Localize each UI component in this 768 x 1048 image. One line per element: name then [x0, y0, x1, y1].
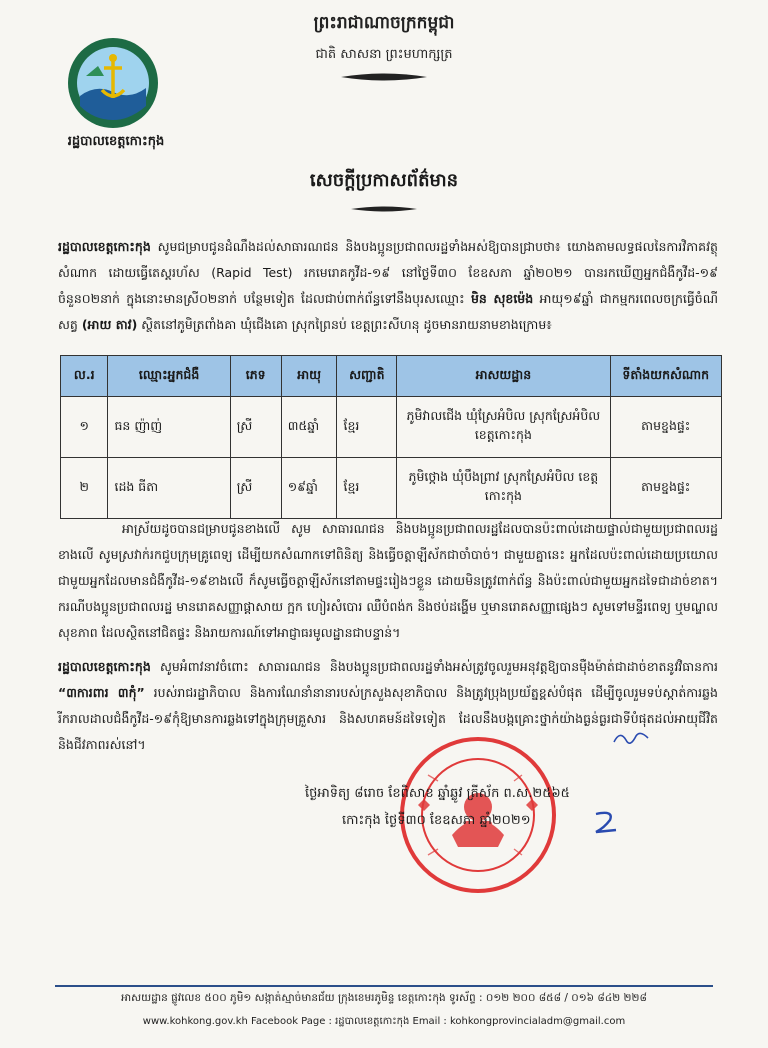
table-cell: ភូមិវាលជើង ឃុំស្រែអំបិល ស្រុកស្រែអំបិល ខេត្តកោះកុង	[397, 397, 610, 458]
table-cell: ស្រី	[230, 458, 281, 519]
intro-text: សូមជម្រាបជូនដំណឹងដល់សាធារណជន និងបងប្អូនប្រជាពលរដ្ឋទាំងអស់ឱ្យបានជ្រាបថា៖ យោងតាមលទ្ធផលនៃការវិភាគវត្ថុសំណាក ដោយធ្វើតេស្តរហ័ស (Rapid Test) រកមេរោគកូវីដ-១៩ នៅថ្ងៃទី៣០ ខែឧសភា ឆ្នាំ២០២១ បានរកឃើញអ្នកជំងឺកូវីដ-១៩ ចំនួន០២នាក់ ក្នុងនោះមានស្រី០២នាក់ បន្ថែមទៀត ដែលជាប់ពាក់ព័ន្ធទៅនឹងបុរសឈ្មោះ	[58, 239, 718, 306]
col-header: អាសយដ្ឋាន	[397, 356, 610, 397]
table-cell: ស្រី	[230, 397, 281, 458]
table-row	[61, 397, 722, 458]
footer-web-contact: www.kohkong.gov.kh Facebook Page : រដ្ឋបាលខេត្តកោះកុង Email : kohkongprovincialadm@gmail.com	[142, 1016, 626, 1027]
handwritten-initial-mark	[612, 728, 652, 750]
solar-date: កោះកុង ថ្ងៃទី៣០ ខែឧសភា ឆ្នាំ២០២១	[342, 813, 531, 828]
ornament-divider-icon	[339, 72, 429, 82]
table-cell: ១	[61, 397, 108, 458]
col-header: ឈ្មោះអ្នកជំងឺ	[108, 356, 230, 397]
table-cell: ដេង ធីតា	[108, 458, 230, 519]
table-row	[61, 458, 722, 519]
intro-paragraph	[58, 234, 718, 338]
advice-paragraph: អាស្រ័យដូចបានជម្រាបជូនខាងលើ សូម សាធារណជន និងបងប្អូនប្រជាពលរដ្ឋដែលបានប៉ះពាល់ដោយផ្ទាល់ជាមួយប្រជាពលរដ្ឋខាងលើ សូមស្រវាក់រកជួបក្រុមគ្រូពេទ្យ ដើម្បីយកសំណាកទៅពិនិត្យ និងធ្វើចត្តាឡីស័កជាចាំបាច់។ ជាមួយគ្នានេះ អ្នកដែលប៉ះពាល់ដោយប្រយោលជាមួយអ្នកដែលមានជំងឺកូវីដ-១៩ខាងលើ ក៏សូមធ្វើចត្តាឡីស័កនៅតាមផ្ទះរៀងៗខ្លួន ដោយមិនត្រូវពាក់ព័ន្ធ និងប៉ះពាល់ជាមួយអ្នកដទៃជាដាច់ខាត។ ករណីបងប្អូនប្រជាពលរដ្ឋ មានរោគសញ្ញាផ្ដាសាយ ក្អក ហៀរសំបោរ ឈឺបំពង់ក និងថប់ដង្ហើម ឬមានរោគសញ្ញាផ្សេងៗ សូមទៅមន្ទីរពេទ្យ ឬមណ្ឌលសុខភាព ដែលស្ថិតនៅជិតផ្ទះ និងរាយការណ៍ទៅអាជ្ញាធរមូលដ្ឋានជាបន្ទាន់។	[58, 521, 718, 640]
table-cell: ភូមិថ្កោង ឃុំបឹងព្រាវ ស្រុកស្រែអំបិល ខេត្តកោះកុង	[397, 458, 610, 519]
table-cell: ខ្មែរ	[337, 458, 397, 519]
table-cell: តាមខ្នងផ្ទះ	[610, 397, 722, 458]
table-cell: ៣៥ឆ្នាំ	[281, 397, 337, 458]
document-title: សេចក្ដីប្រកាសព័ត៌មាន	[309, 170, 459, 191]
col-header: ភេទ	[230, 356, 281, 397]
col-header: សញ្ជាតិ	[337, 356, 397, 397]
appeal-text-a: សូមអំពាវនាវចំពោះ សាធារណជន និងបងប្អូនប្រជាពលរដ្ឋទាំងអស់ត្រូវចូលរួមអនុវត្តឱ្យបានម៉ឺងម៉ាត់ជាដាច់ខាតនូវវិធានការ	[159, 659, 718, 674]
footer-divider	[55, 985, 713, 987]
col-header: ទីតាំងយកសំណាក	[610, 356, 722, 397]
table-cell: ធន ញ៉ាញ់	[108, 397, 230, 458]
lunar-date: ថ្ងៃអាទិត្យ ៨រោច ខែពិសាខ ឆ្នាំឆ្លូវ ត្រីស័ក ព.ស.២៥៦៥	[305, 786, 570, 801]
footer-address: អាសយដ្ឋាន ផ្លូវលេខ ៥០០ ភូមិ១ សង្កាត់ស្មាច់មានជ័យ ក្រុងខេមរភូមិន្ទ ខេត្តកោះកុង ទូរស័ព្ទ : ០១២ ២០០ ៨៥៨ / ០១៦ ៨៤២ ២២៨	[121, 992, 647, 1004]
table-cell: ១៩ឆ្នាំ	[281, 458, 337, 519]
logo-caption: រដ្ឋបាលខេត្តកោះកុង	[67, 134, 165, 149]
intro-text-2: អាយុ១៩ឆ្នាំ ជាកម្មករពេលចក្រធ្វើចំណីសត្វ	[58, 291, 718, 332]
title-ornament-icon	[349, 205, 419, 213]
appeal-quote: “៣ការពារ ៣កុំ”	[58, 685, 145, 700]
intro-lead: រដ្ឋបាលខេត្តកោះកុង	[58, 239, 151, 254]
handwritten-signature-mark	[590, 808, 620, 836]
table-header-row	[61, 356, 722, 397]
national-motto: ជាតិ សាសនា ព្រះមហាក្សត្រ	[315, 47, 453, 62]
table-cell: តាមខ្នងផ្ទះ	[610, 458, 722, 519]
appeal-text-b: របស់រាជរដ្ឋាភិបាល និងការណែនាំនានារបស់ក្រសួងសុខាភិបាល និងត្រូវប្រុងប្រយ័ត្នខ្ពស់បំផុត ដើម្បីចូលរួមទប់ស្កាត់ការឆ្លងរីករាលដាលជំងឺកូវីដ-១៩កុំឱ្យមានការឆ្លងទៅក្នុងក្រុមគ្រួសារ និងសហគមន៍ដទៃទៀត ដែលនឹងបង្កគ្រោះថ្នាក់យ៉ាងធ្ងន់ធ្ងរជាទីបំផុតដល់អាយុជីវិត និងជីវភាពរស់នៅ។	[58, 685, 718, 752]
appeal-lead: រដ្ឋបាលខេត្តកោះកុង	[58, 659, 151, 674]
table-cell: ២	[61, 458, 108, 519]
kingdom-heading: ព្រះរាជាណាចក្រកម្ពុជា	[313, 13, 455, 33]
col-header: ល.រ	[61, 356, 108, 397]
col-header: អាយុ	[281, 356, 337, 397]
table-cell: ខ្មែរ	[337, 397, 397, 458]
intro-text-3: ស្ថិតនៅភូមិត្រពាំងគា ឃុំជើងគោ ស្រុកព្រៃនប់ ខេត្តព្រះសីហនុ ដូចមានរាយនាមខាងក្រោម៖	[141, 317, 552, 332]
case-place: (អាយ តាវ)	[81, 317, 138, 332]
case-name: មិន សុខម៉េង	[470, 291, 534, 306]
patients-table	[60, 355, 722, 519]
